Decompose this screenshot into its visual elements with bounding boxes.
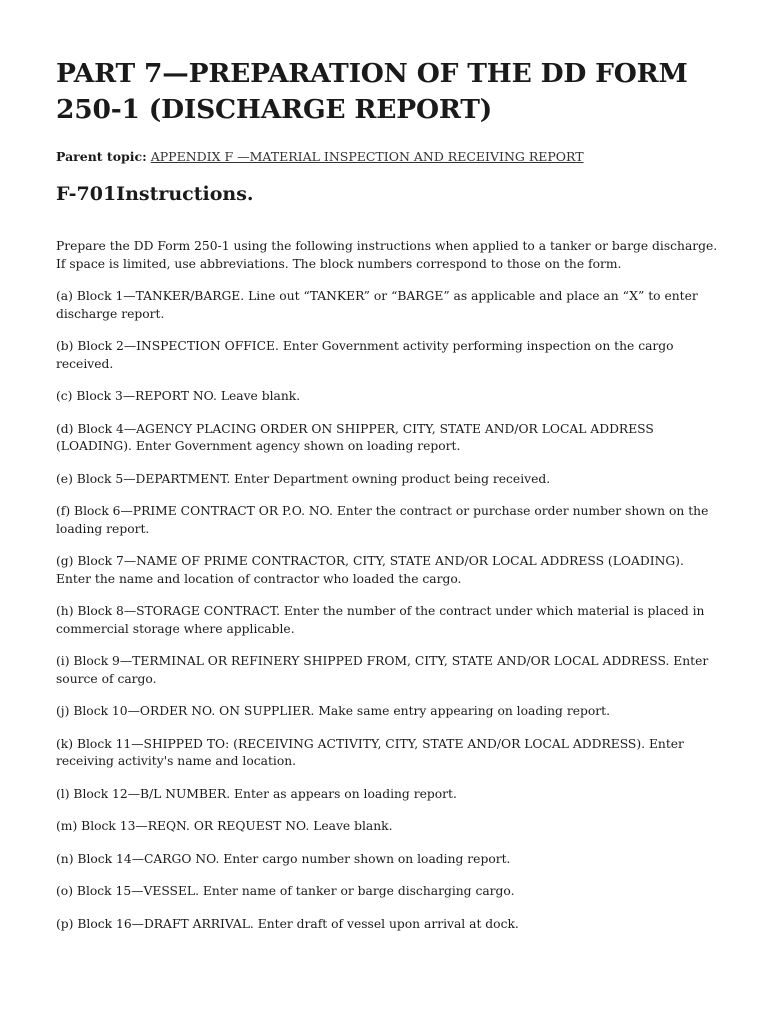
section-heading: F-701Instructions. [56,183,254,205]
instruction-paragraph: (l) Block 12—B/L NUMBER. Enter as appears on loading report. [56,786,457,801]
instruction-paragraph: (m) Block 13—REQN. OR REQUEST NO. Leave blank. [56,819,393,833]
instruction-paragraph: (c) Block 3—REPORT NO. Leave blank. [56,389,301,403]
parent-topic-label: Parent topic: [56,149,147,164]
instruction-paragraph: (d) Block 4—AGENCY PLACING ORDER ON SHIPPER, CITY, STATE AND/OR LOCAL ADDRESS (LOADING). Enter Government agency shown on loading report. [56,421,654,453]
intro-paragraph: Prepare the DD Form 250-1 using the following instructions when applied to a tanker or barge discharge. If space is limited, use abbreviations. The block numbers correspond to those on the form. [56,239,718,271]
instruction-paragraph: (a) Block 1—TANKER/BARGE. Line out “TANKER” or “BARGE” as applicable and place an “X” to enter discharge report. [56,289,698,321]
instruction-paragraph: (i) Block 9—TERMINAL OR REFINERY SHIPPED FROM, CITY, STATE AND/OR LOCAL ADDRESS. Enter source of cargo. [56,654,709,686]
document-page [56,56,720,933]
instruction-paragraph: (j) Block 10—ORDER NO. ON SUPPLIER. Make same entry appearing on loading report. [56,704,611,718]
instruction-paragraph: (f) Block 6—PRIME CONTRACT OR P.O. NO. Enter the contract or purchase order number shown on the loading report. [56,504,709,536]
page-title: PART 7—PREPARATION OF THE DD FORM 250-1 (DISCHARGE REPORT) [56,58,688,125]
instruction-paragraph: (h) Block 8—STORAGE CONTRACT. Enter the number of the contract under which material is placed in commercial storage where applicable. [56,604,705,636]
instruction-paragraph: (n) Block 14—CARGO NO. Enter cargo number shown on loading report. [56,851,511,866]
parent-topic [56,148,720,166]
instruction-paragraph: (e) Block 5—DEPARTMENT. Enter Department owning product being received. [56,471,551,486]
instruction-paragraph: (p) Block 16—DRAFT ARRIVAL. Enter draft of vessel upon arrival at dock. [56,916,519,931]
instruction-paragraph: (b) Block 2—INSPECTION OFFICE. Enter Government activity performing inspection on the cargo received. [56,339,674,371]
parent-topic-link[interactable]: APPENDIX F —MATERIAL INSPECTION AND RECEIVING REPORT [150,149,584,164]
instruction-paragraph: (g) Block 7—NAME OF PRIME CONTRACTOR, CITY, STATE AND/OR LOCAL ADDRESS (LOADING). Enter the name and location of contractor who loaded the cargo. [56,554,684,586]
instruction-paragraph: (k) Block 11—SHIPPED TO: (RECEIVING ACTIVITY, CITY, STATE AND/OR LOCAL ADDRESS). Enter receiving activity's name and location. [56,736,684,768]
instruction-paragraph: (o) Block 15—VESSEL. Enter name of tanker or barge discharging cargo. [56,884,515,898]
